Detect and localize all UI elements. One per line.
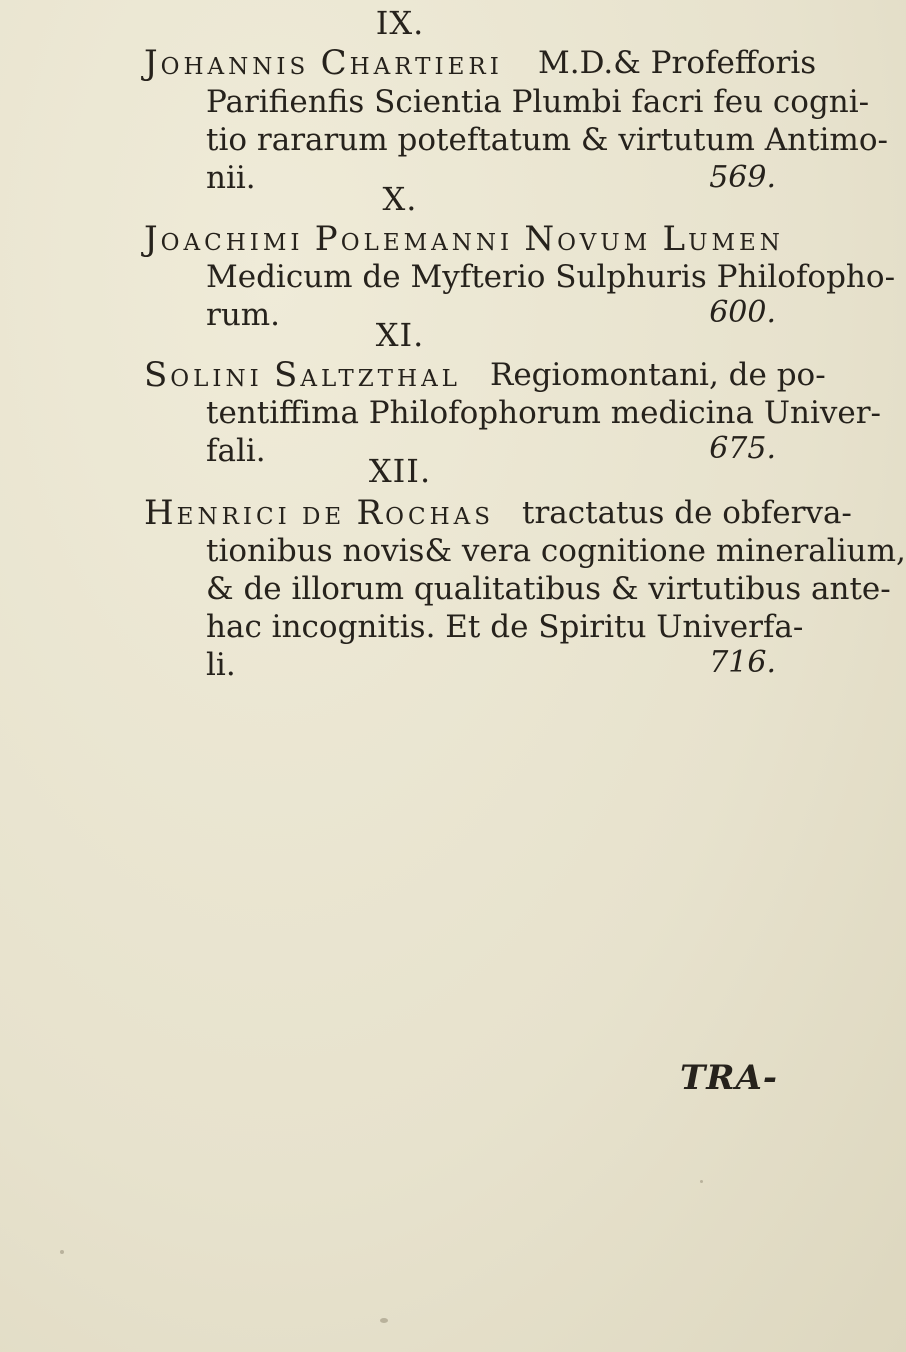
catchword: TRA- xyxy=(679,1058,778,1098)
entry-text-line: li. xyxy=(206,647,236,683)
entry-text-line: nii. xyxy=(206,160,256,196)
entry-text-line: tio rararum poteftatum & virtutum Antimo- xyxy=(206,122,888,158)
paper-speck xyxy=(700,1180,703,1183)
entry-text-line: fali. xyxy=(206,433,266,469)
author-name: SOLINI SALTZTHAL xyxy=(144,355,461,395)
author-name: JOHANNIS CHARTIERI xyxy=(144,43,503,83)
entry-text-line: Regiomontani, de po- xyxy=(490,357,826,393)
page-reference: 675. xyxy=(709,431,776,466)
paper-speck xyxy=(380,1318,388,1323)
entry-text-line: & de illorum qualitatibus & virtutibus ante- xyxy=(206,571,891,607)
entry-text-line: rum. xyxy=(206,297,281,333)
section-numeral: IX. xyxy=(375,4,425,42)
entry-text-line: tractatus de obferva- xyxy=(522,495,852,531)
entry-text-line: tentiffima Philofophorum medicina Univer- xyxy=(206,395,882,431)
entry-text-line: tionibus novis& vera cognitione mineralium, xyxy=(206,533,906,569)
entry-text-line: hac incognitis. Et de Spiritu Univerfa- xyxy=(206,609,804,645)
section-numeral: XII. xyxy=(368,452,432,490)
entry-text-line: Medicum de Myfterio Sulphuris Philofopho- xyxy=(206,259,896,295)
entry-text-line: M.D.& Profefforis xyxy=(538,45,817,81)
author-name: HENRICI DE ROCHAS xyxy=(144,493,495,533)
page-reference: 569. xyxy=(709,160,776,195)
author-name: JOACHIMI POLEMANNI NOVUM LUMEN xyxy=(144,219,784,259)
page-reference: 600. xyxy=(709,295,776,330)
paper-speck xyxy=(60,1250,64,1254)
entry-text-line: Parifienfis Scientia Plumbi facri feu cogni- xyxy=(206,84,870,120)
section-numeral: X. xyxy=(382,180,418,218)
section-numeral: XI. xyxy=(375,316,425,354)
page-reference: 716. xyxy=(709,645,776,680)
